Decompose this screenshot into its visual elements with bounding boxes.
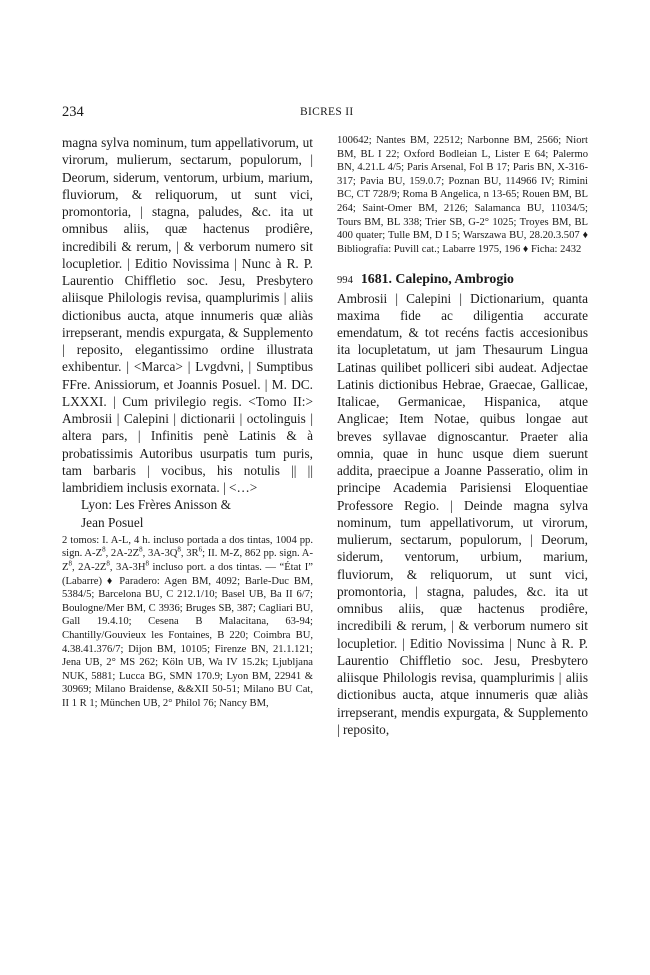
left-body-text: magna sylva nominum, tum appellativorum, ut virorum, mulierum, sectarum, populorum, | Deorum, siderum, ventorum, urbium, marium, fluviorum, & reliquorum, ut sunt vici, promontoria, | stagna, paludes, &c. ita ut omnibus aliis, quæ hactenus prodiêre, incredibili & rerum, | & verborum numero sit locupletior. | Editio Novissima | Nunc à R. P. Laurentio Chiffletio soc. Jesu, Presbytero aliisque Philologis revisa, quamplurimis | aliis dictionibus aucta, atque innumeris quæ aliàs irrepserant, mendis expurgata, & Supplemento | reposito, elegantissimo ordine illustrata exhibentur. | <Marca> | Lvgdvni, | Sumptibus FFre. Anissiorum, et Joannis Posuel. | M. DC. LXXXI. | Cum privilegio regis. <Tomo II:> Ambrosii | Calepini | dictionarii | octolinguis | altera pars, | Infinitis penè Latinis & à probatissimis Autoribus usurpatis tum puris, tam barbaris | vocibus, his notulis || || lambridiem inclusis exornata. | <…> bbox=[62, 135, 313, 495]
imprint bbox=[62, 496, 313, 531]
note-sup: 6 bbox=[198, 545, 203, 554]
entry-title: 1681. Calepino, Ambrogio bbox=[360, 271, 514, 287]
note-part: , 2A-2Z bbox=[71, 561, 107, 573]
note-sup: 8 bbox=[145, 559, 149, 568]
bibliographic-note-continued: 100642; Nantes BM, 22512; Narbonne BM, 2566; Niort BM, BL I 22; Oxford Bodleian L, Lister E 64; Palermo BN, 4.21.L 4/5; Paris Arsenal, Fol B 17; Paris BN, X-316-317; Pavia BU, 159.0.7; Poznan BU, 114966 IV; Rimini BC, CT 728/9; Roma B Angelica, n 13-65; Rouen BM, BL 264; Saint-Omer BM, 2126; Salamanca BU, 11034/5; Tours BM, BL 338; Trier SB, G-2° 1025; Troyes BM, BL 400 quater; Tulle BM, D I 5; Warszawa BU, 28.20.3.507 ♦ Bibliografía: Puvill cat.; Labarre 1975, 196 ♦ Ficha: 2432 bbox=[337, 135, 588, 255]
right-column bbox=[337, 134, 588, 738]
note-sup: 8 bbox=[68, 559, 72, 568]
note-sup: 8 bbox=[106, 559, 110, 568]
note-part: incluso port. a dos tintas. — “État I” (Labarre) ♦ Paradero: Agen BM, 4092; Barle-Duc BM, 5384/5; Barcelona BU, C 212.1/10; Basel UB, Ba II 6/7; Boulogne/Mer BM, C 3936; Bruges SB, 387; Cagliari BU, Gall 19.4.10; Cesena B Malacitana, 63-94; Chantilly/Gouvieux les Fontaines, B 220; Coimbra BU, 4.38.41.376/7; Dijon BM, 10105; Firenze BN, 21.1.121; Jena UB, 2° MS 262; Köln UB, Wa IV 15.2k; Ljubljana NUK, 5881; Lucca BG, SMN 170.9; Lyon BM, 22941 & 30969; Milano Braidense, &&XII 50-51; Milano BU Cat, II 1 R 1; München UB, 2° Philol 76; Nancy BM, bbox=[62, 561, 313, 709]
entry-heading bbox=[337, 270, 588, 289]
note-part: , 3A-3Q bbox=[142, 548, 178, 560]
entry-number: 994 bbox=[337, 275, 353, 287]
note-sup: 8 bbox=[102, 545, 106, 554]
imprint-line-2: Jean Posuel bbox=[81, 514, 144, 530]
left-column bbox=[62, 134, 313, 710]
note-part: 2 tomos: I. A-L, 4 h. incluso portada a dos tintas, 1004 pp. sign. A-Z bbox=[62, 534, 313, 560]
note-part: , 2A-2Z bbox=[105, 548, 140, 560]
right-body-text: Ambrosii | Calepini | Dictionarium, quanta maxima fide ac diligentia accurate emendatum, & tot recéns factis accesionibus ita locupletatum, ut jam Thesaurum Lingua Latinas quilibet polliceri sibi audeat. Adjectae Latinis dictionibus Hebrae, Graecae, Gallicae, Italicae, Germanicae, Hispanica, atque Anglicae; Item Notae, quibus longae aut breves syllavae dignoscantur. Praeter alia omnia, quae in hunc usque diem suerunt addita, praecipue a Joanne Passeratio, olim in principe Academia Parisiensi Eloquentiae Professore Regio. | Deinde magna sylva nominum, tum appellativorum, ut virorum, mulierum, sectarum, populorum, | Deorum, siderum, ventorum, urbium, marium, fluviorum, & reliquorum, ut sunt vici, promontoria, | stagna, paludes, &c. ita ut omnibus aliis, quæ hactenus prodiêre, incredibili & rerum, | & verborum numero sit locupletior. | Editio Novissima | Nunc à R. P. Laurentio Chiffletio soc. Jesu, Presbytero aliisque Philologis revisa, quamplurimis | aliis dictionibus aucta, atque innumeris quæ aliàs irrepserant, mendis expurgata, & Supplemento | reposito, bbox=[337, 290, 588, 737]
note-part: , 3A-3H bbox=[109, 561, 146, 573]
note-sup: 8 bbox=[139, 545, 143, 554]
imprint-line-1: Lyon: Les Frères Anisson & bbox=[81, 497, 231, 513]
note-part: , 3R bbox=[180, 548, 199, 560]
page-header bbox=[62, 104, 588, 122]
note-sup: 8 bbox=[177, 545, 181, 554]
bibliographic-note bbox=[62, 534, 313, 711]
page-number: 234 bbox=[62, 104, 84, 120]
note-part: ; II. M-Z, 862 pp. sign. A-Z bbox=[62, 548, 313, 573]
running-title: BICRES II bbox=[300, 106, 354, 118]
